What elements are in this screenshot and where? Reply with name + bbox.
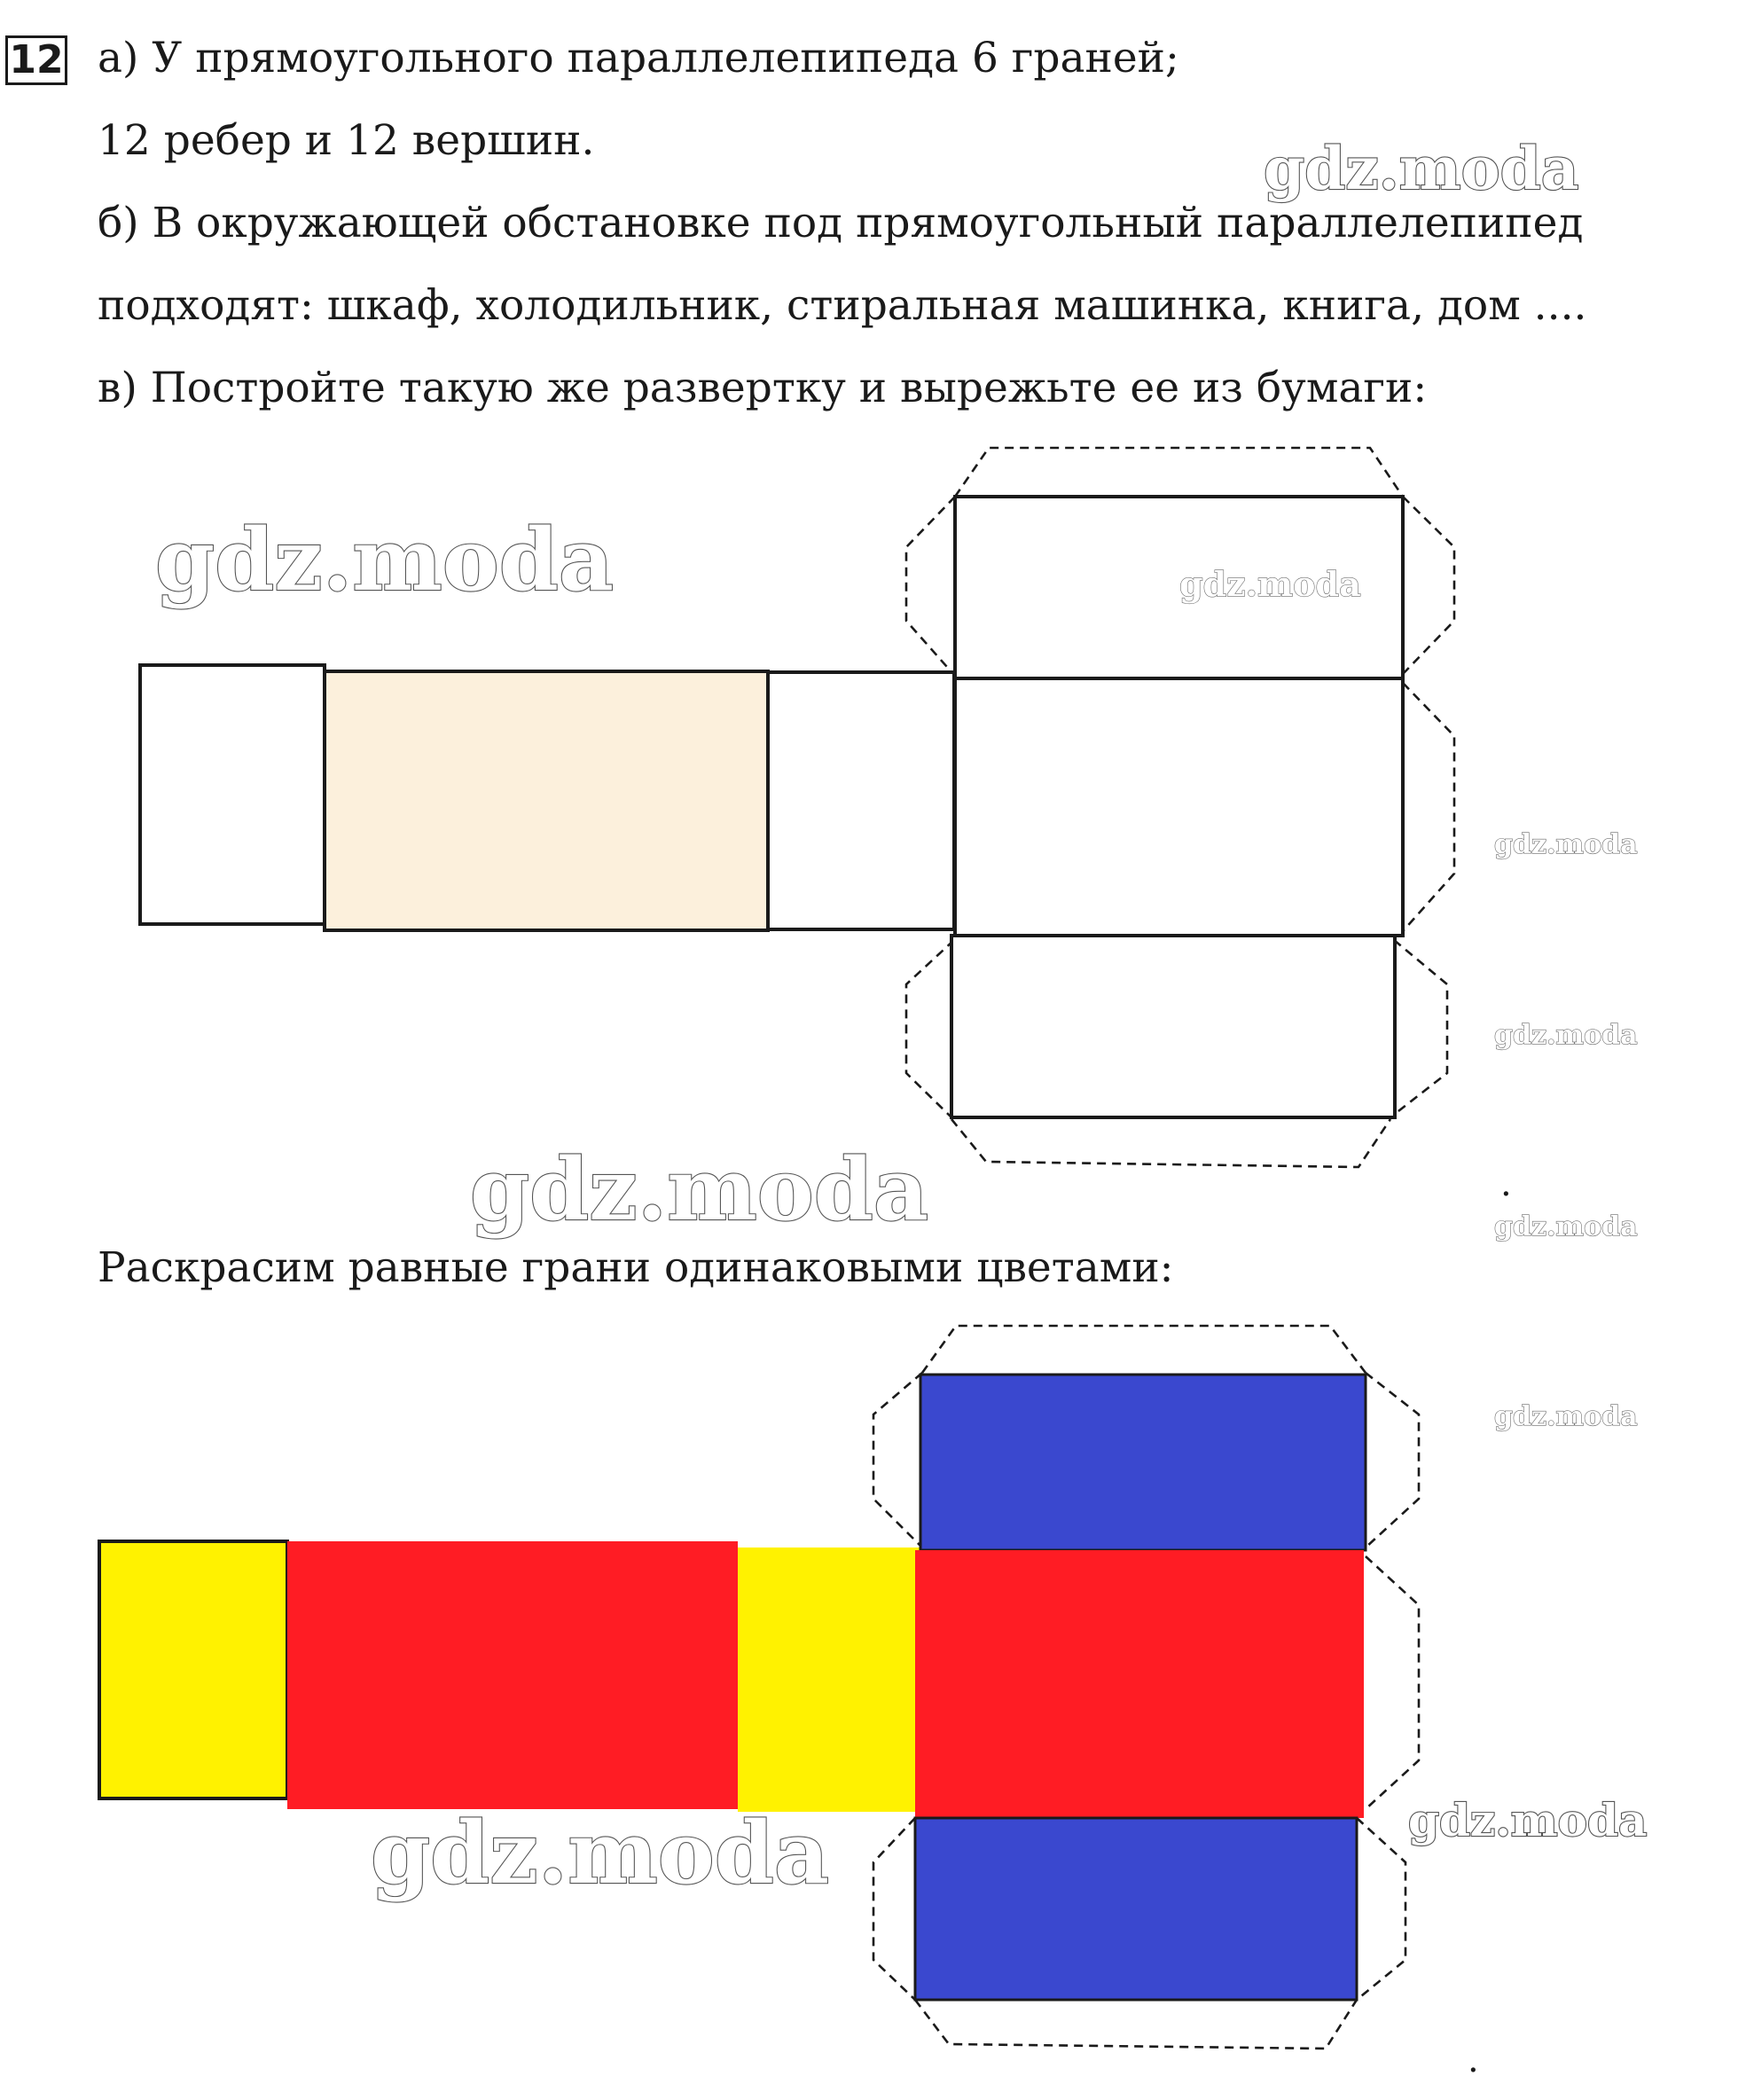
watermark-7: gdz.moda	[1494, 1211, 1638, 1242]
task-line-a: а) У прямоугольного параллелепипеда 6 граней;	[98, 34, 1179, 82]
net2-face-left-end-yellow	[99, 1541, 287, 1798]
watermark-6: gdz.moda	[470, 1140, 929, 1240]
net1-face-bottom	[951, 936, 1395, 1117]
watermark-2: gdz.moda	[155, 510, 615, 610]
task-line-a-cont: 12 ребер и 12 вершин.	[98, 116, 595, 165]
net1-face-right-end	[768, 672, 954, 929]
net1-face-back	[955, 678, 1403, 936]
end-mark-1: .	[1500, 1164, 1512, 1204]
watermark-4: gdz.moda	[1494, 829, 1638, 860]
net2-face-top-blue	[920, 1375, 1366, 1550]
watermark-5: gdz.moda	[1494, 1020, 1638, 1051]
caption-coloring: Раскрасим равные грани одинаковыми цветами:	[98, 1243, 1174, 1292]
net2-face-right-end-yellow	[738, 1548, 920, 1812]
net2-face-front-red	[287, 1541, 738, 1809]
task-line-b: б) В окружающей обстановке под прямоугольный параллелепипед	[98, 199, 1584, 247]
task-line-b-cont: подходят: шкаф, холодильник, стиральная машинка, книга, дом ....	[98, 281, 1587, 330]
watermark-10: gdz.moda	[371, 1803, 830, 1903]
watermark-8: gdz.moda	[1494, 1401, 1638, 1432]
net2-face-back-red	[915, 1550, 1364, 1818]
net-colored	[99, 1326, 1419, 2049]
net1-face-front	[325, 671, 768, 930]
watermark-9: gdz.moda	[1408, 1794, 1648, 1846]
net1-face-left-end	[140, 665, 325, 924]
task-number: 12	[5, 35, 67, 85]
watermark-1: gdz.moda	[1264, 134, 1579, 203]
net2-face-bottom-blue	[915, 1818, 1357, 2000]
task-line-c: в) Постройте такую же развертку и вырежьте ее из бумаги:	[98, 364, 1428, 412]
watermark-3: gdz.moda	[1179, 564, 1361, 604]
end-mark-2: .	[1468, 2040, 1479, 2080]
